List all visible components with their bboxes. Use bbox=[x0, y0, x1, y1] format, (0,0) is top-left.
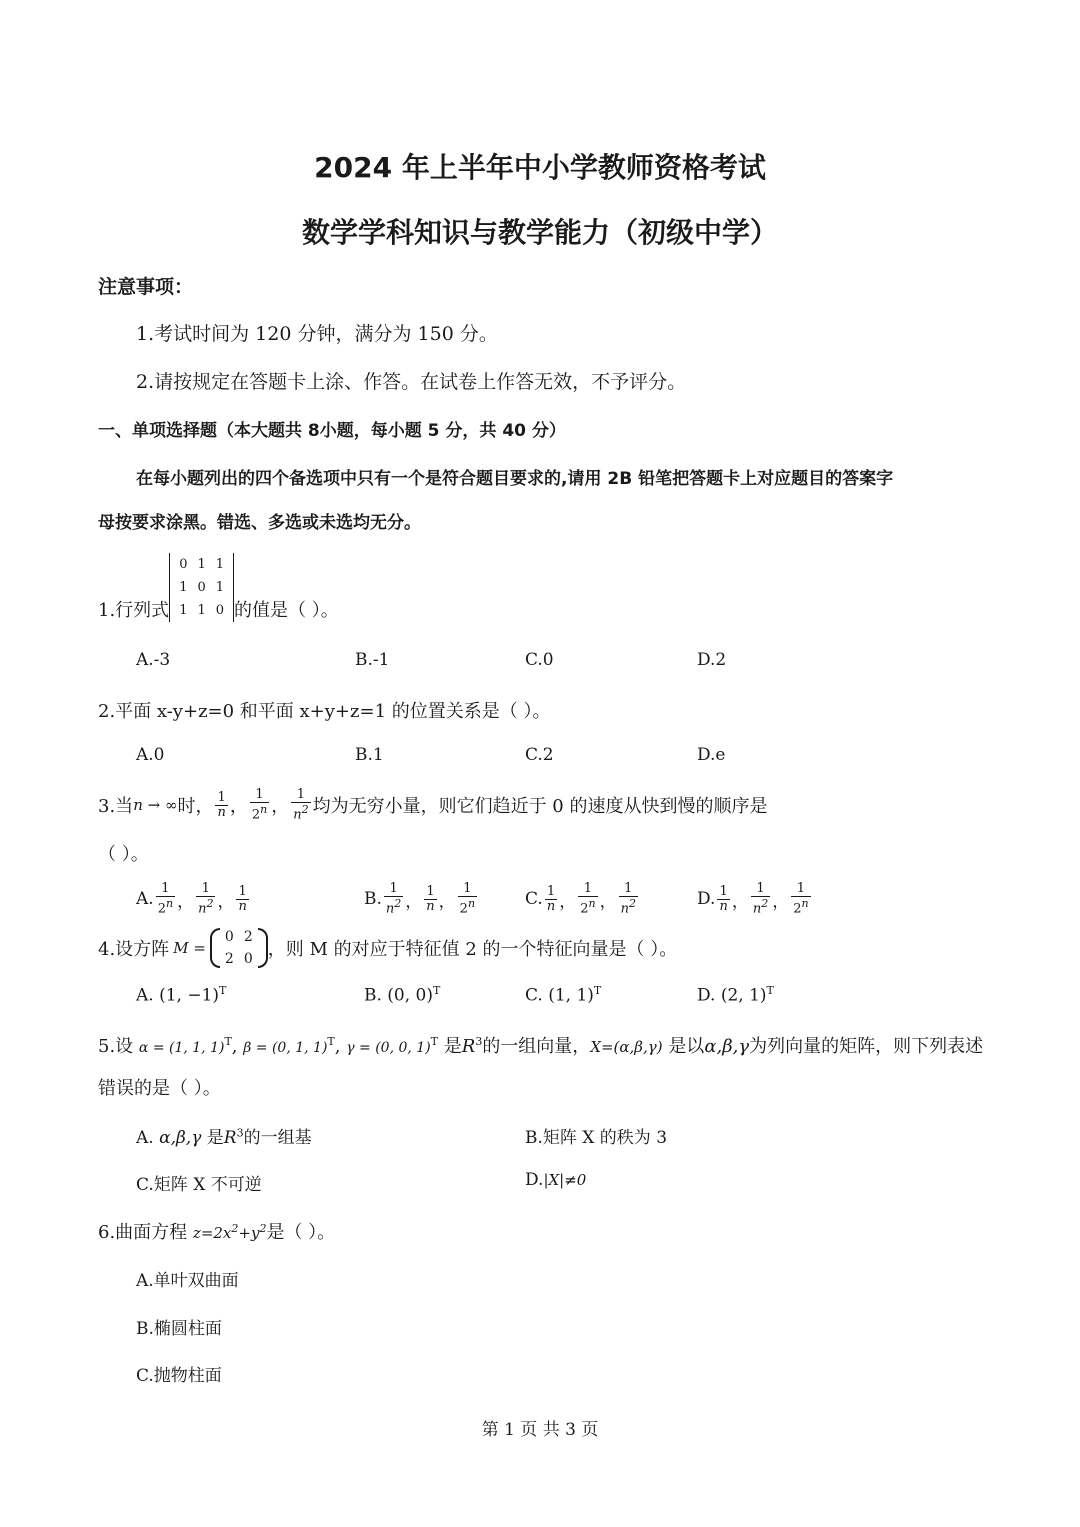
q4-matrix: 0 2 2 0 bbox=[210, 926, 268, 970]
page-footer: 第 1 页 共 3 页 bbox=[481, 1420, 599, 1440]
title-line-2: 数学学科知识与教学能力（初级中学） bbox=[301, 216, 778, 249]
q3-option-c: C. $\frac{1}{n}$ ， $\frac{1}{2^n}$ ， $\frac{1}{n^2}$ bbox=[525, 880, 636, 917]
q5-option-d: D.|X|≠0 bbox=[525, 1170, 587, 1190]
q1-m33: 0 bbox=[215, 603, 225, 618]
q5-beta: β = (0, 1, 1) bbox=[243, 1040, 328, 1056]
notice-item-1: 1.考试时间为 120 分钟，满分为 150 分。 bbox=[136, 323, 498, 345]
q1-option-d: D.2 bbox=[697, 650, 727, 670]
q3-limit: n → ∞ bbox=[133, 796, 178, 814]
q5-alpha: α = (1, 1, 1) bbox=[138, 1040, 225, 1056]
question-3 bbox=[98, 785, 767, 825]
q4-option-d: D. (2, 1)$^T$ bbox=[697, 984, 774, 1006]
q1-option-c: C.0 bbox=[525, 650, 554, 670]
question-2: 2.平面 x-y+z=0 和平面 x+y+z=1 的位置关系是（ ）。 bbox=[98, 701, 551, 722]
q1-option-a: A.-3 bbox=[136, 650, 171, 670]
q5-x-matrix: X=(α,β,γ) bbox=[590, 1038, 663, 1056]
section-instruction-1: 在每小题列出的四个备选项中只有一个是符合题目要求的,请用 2B 铅笔把答题卡上对应题目的答案字 bbox=[136, 469, 894, 489]
q3-prefix: 3.当 bbox=[98, 796, 134, 817]
q3-frac-1-over-n: $\frac{1}{n}$ bbox=[217, 789, 226, 820]
q3-option-b: B. $\frac{1}{n^2}$ ， $\frac{1}{n}$ ， $\frac{1}{2^n}$ bbox=[364, 880, 476, 917]
q4-option-b: B. (0, 0)$^T$ bbox=[364, 984, 441, 1006]
section-heading: 一、单项选择题（本大题共 8小题，每小题 5 分，共 40 分） bbox=[98, 421, 566, 441]
q4-suffix: ，则 M 的对应于特征值 2 的一个特征向量是（ ）。 bbox=[267, 939, 678, 960]
q1-m32: 1 bbox=[197, 603, 206, 618]
q6-equation: $z=2x^2+y^2$ bbox=[192, 1222, 267, 1242]
q3-mid: 时， bbox=[177, 796, 214, 817]
section-instruction-2: 母按要求涂黑。错选、多选或未选均无分。 bbox=[98, 513, 421, 533]
q3-option-a: A. $\frac{1}{2^n}$ ， $\frac{1}{n^2}$ ， $\frac{1}{n}$ bbox=[136, 880, 247, 917]
q2-option-c: C.2 bbox=[525, 745, 554, 765]
q5-option-c: C.矩阵 X 不可逆 bbox=[136, 1175, 262, 1195]
question-4 bbox=[98, 922, 677, 974]
q1-suffix: 的值是（ ）。 bbox=[234, 600, 339, 621]
q3-stem-end: 均为无穷小量，则它们趋近于 0 的速度从快到慢的顺序是 bbox=[312, 796, 768, 817]
q2-option-b: B.1 bbox=[355, 745, 384, 765]
notice-item-2: 2.请按规定在答题卡上涂、作答。在试卷上作答无效，不予评分。 bbox=[136, 371, 687, 393]
q5-gamma: γ = (0, 0, 1) bbox=[346, 1040, 431, 1056]
q1-m11: 0 bbox=[179, 557, 188, 572]
q1-m13: 1 bbox=[215, 557, 225, 572]
q4-option-a: A. (1, −1)$^T$ bbox=[136, 984, 227, 1006]
q2-option-d: D.e bbox=[697, 745, 726, 765]
q1-m23: 1 bbox=[215, 580, 225, 595]
q1-prefix: 1.行列式 bbox=[98, 600, 170, 621]
q4-m-symbol: M = bbox=[173, 939, 206, 957]
q1-option-b: B.-1 bbox=[355, 650, 390, 670]
q2-option-a: A.0 bbox=[136, 745, 165, 765]
q6-option-a: A.单叶双曲面 bbox=[136, 1271, 239, 1291]
q3-sep: ， bbox=[271, 796, 290, 817]
q1-determinant bbox=[169, 553, 234, 622]
q3-frac-1-over-n2: $\frac{1}{n^2}$ bbox=[293, 786, 309, 823]
q5-option-b: B.矩阵 X 的秩为 3 bbox=[525, 1128, 668, 1148]
question-1 bbox=[98, 550, 339, 622]
q1-m31: 1 bbox=[179, 603, 188, 618]
q5-line-2: 错误的是（ ）。 bbox=[98, 1078, 221, 1099]
q3-option-d: D. $\frac{1}{n}$ ， $\frac{1}{n^2}$ ， $\frac{1}{2^n}$ bbox=[697, 880, 809, 917]
q5-option-a: A. α,β,γ 是$R^3$的一组基 bbox=[136, 1126, 312, 1148]
q3-sep: ， bbox=[229, 796, 248, 817]
question-5: 5.设 α = (1, 1, 1)$^T$, β = (0, 1, 1)$^T$, γ = (0, 0, 1)$^T$ 是$R^3$的一组向量，X=(α,β,γ) 是以α,β,γ为列向量的矩阵，则下列表述 bbox=[98, 1035, 984, 1057]
q3-line-2: （ ）。 bbox=[98, 844, 149, 865]
q1-m22: 0 bbox=[197, 580, 206, 595]
q6-option-b: B.椭圆柱面 bbox=[136, 1319, 222, 1339]
notice-heading: 注意事项： bbox=[98, 276, 194, 298]
q1-m21: 1 bbox=[179, 580, 188, 595]
title-line-1: 2024 年上半年中小学教师资格考试 bbox=[314, 151, 766, 184]
q3-frac-1-over-2n: $\frac{1}{2^n}$ bbox=[251, 786, 268, 823]
q4-option-c: C. (1, 1)$^T$ bbox=[525, 984, 602, 1006]
question-6: 6.曲面方程 $z=2x^2+y^2$是（ ）。 bbox=[98, 1222, 336, 1243]
q1-m12: 1 bbox=[197, 557, 206, 572]
q4-prefix: 4.设方阵 bbox=[98, 939, 170, 960]
q6-option-c: C.抛物柱面 bbox=[136, 1366, 222, 1386]
